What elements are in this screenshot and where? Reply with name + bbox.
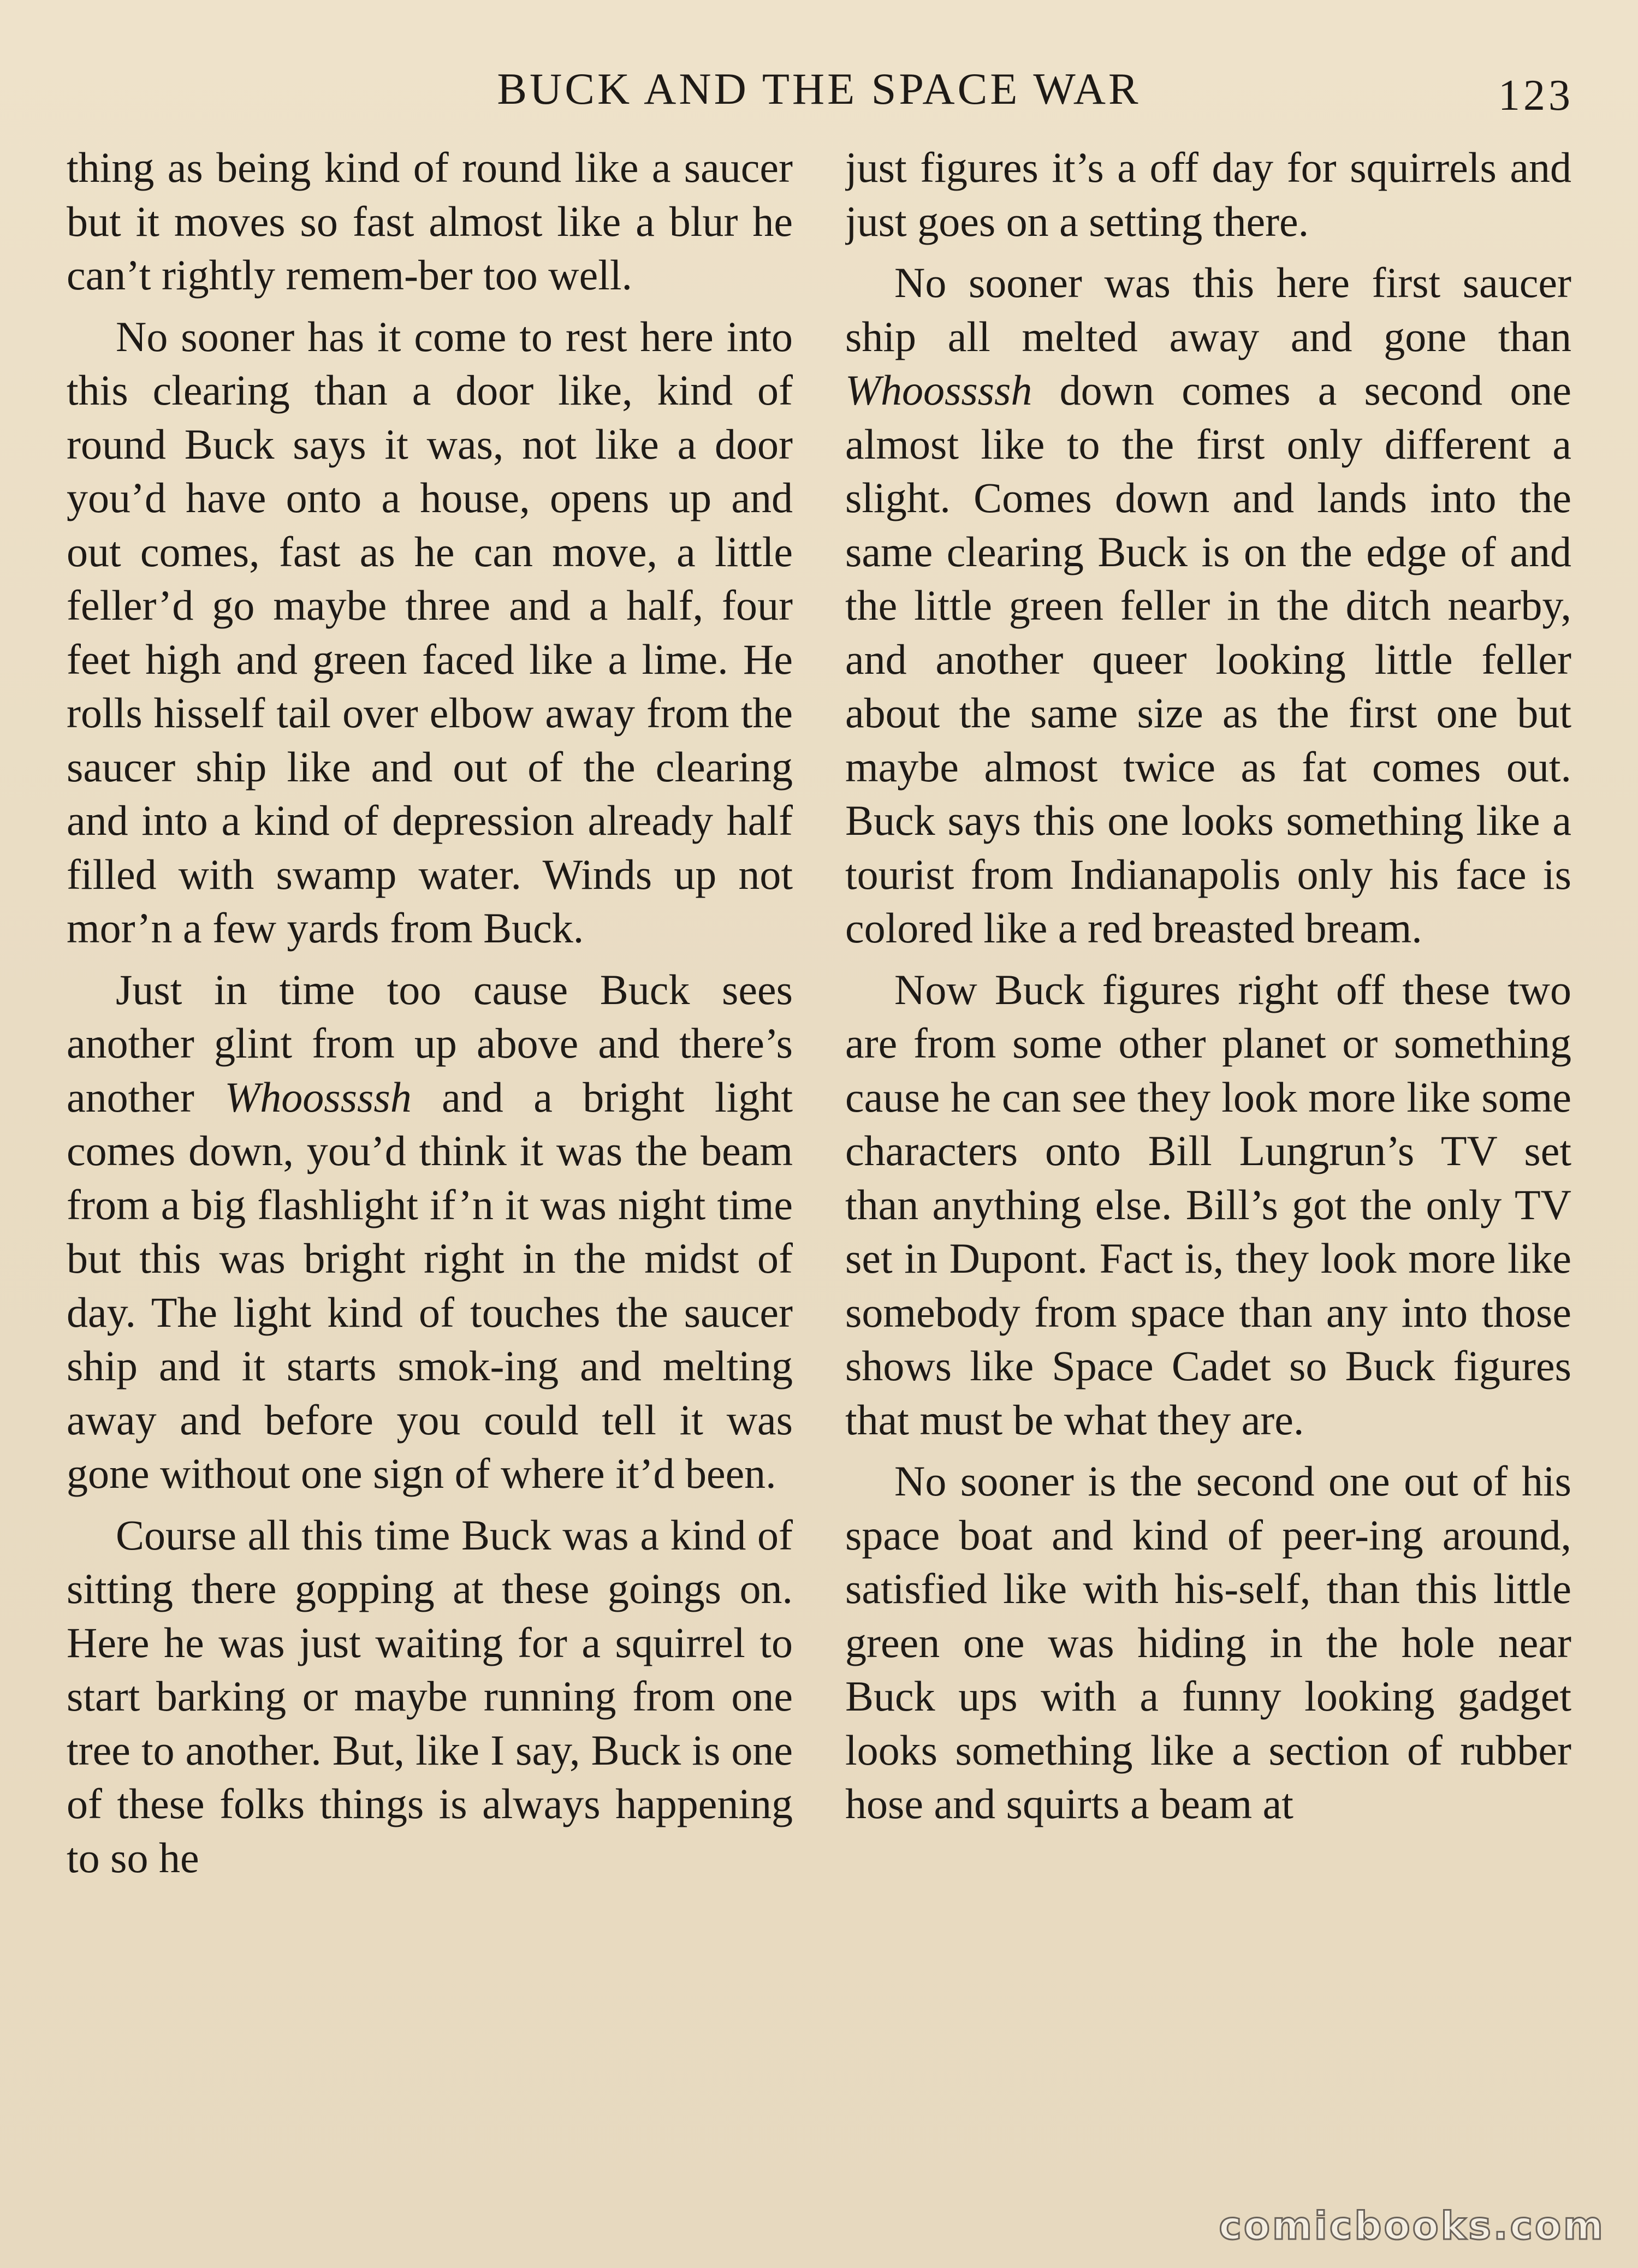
page-number: 123 — [1498, 72, 1574, 120]
paragraph: just figures it’s a off day for squirrels and just goes on a setting there. — [845, 144, 1571, 245]
paragraph-text: and a bright light comes down, you’d think it was the beam from a big flashlight if’n it was night time but this was bright right in the midst of day. The light kind of touches the saucer ship and it starts smok-ing and melting away and before you could tell it was gone without one sign of where it’d been. — [67, 1073, 793, 1497]
running-header — [0, 59, 1638, 119]
paragraph: Course all this time Buck was a kind of sitting there gopping at these goings on. Here he was just waiting for a squirrel to start barking or maybe running from one tree to another. But, like I say, Buck is one of these folks things is always happening to so he — [67, 1511, 793, 1881]
paragraph: No sooner has it come to rest here into this clearing than a door like, kind of round Buck says it was, not like a door you’d have onto a house, opens up and out comes, fast as he can move, a little feller’d go maybe three and a half, four feet high and green faced like a lime. He rolls hisself tail over elbow away from the saucer ship like and out of the clearing and into a kind of depression already half filled with swamp water. Winds up not mor’n a few yards from Buck. — [67, 312, 793, 952]
right-text-column — [845, 141, 1571, 2194]
paragraph — [845, 256, 1571, 955]
sound-effect-text: Whoossssh — [224, 1073, 412, 1121]
sound-effect-text: Whoossssh — [845, 366, 1032, 414]
paragraph-text: down comes a second one almost like to the first only different a slight. Comes down and lands into the same clearing Buck is on the edge of and the little green feller in the ditch nearby, and another queer looking little feller about the same size as the first one but maybe almost twice as fat comes out. Buck says this one looks something like a tourist from Indianapolis only his face is colored like a red breasted bream. — [845, 366, 1571, 952]
chapter-title: BUCK AND THE SPACE WAR — [497, 64, 1141, 114]
paragraph-text: No sooner was this here first saucer ship all melted away and gone than — [845, 259, 1571, 360]
left-text-column — [67, 141, 793, 2194]
paragraph — [67, 963, 793, 1501]
paragraph: thing as being kind of round like a saucer but it moves so fast almost like a blur he can’t rightly remem-ber too well. — [67, 144, 793, 299]
paragraph: Now Buck figures right off these two are from some other planet or something cause he can see they look more like some characters onto Bill Lungrun’s TV set than anything else. Bill’s got the only TV set in Dupont. Fact is, they look more like somebody from space than any into those shows like Space Cadet so Buck figures that must be what they are. — [845, 965, 1571, 1444]
paragraph: No sooner is the second one out of his space boat and kind of peer-ing around, satisfied like with his-self, than this little green one was hiding in the hole near Buck ups with a funny looking gadget looks something like a section of rubber hose and squirts a beam at — [845, 1457, 1571, 1827]
paragraph-text: Just in time too cause Buck sees another glint from up above and there’s another — [67, 965, 793, 1121]
site-watermark: comicbooks.com — [1219, 2204, 1605, 2248]
